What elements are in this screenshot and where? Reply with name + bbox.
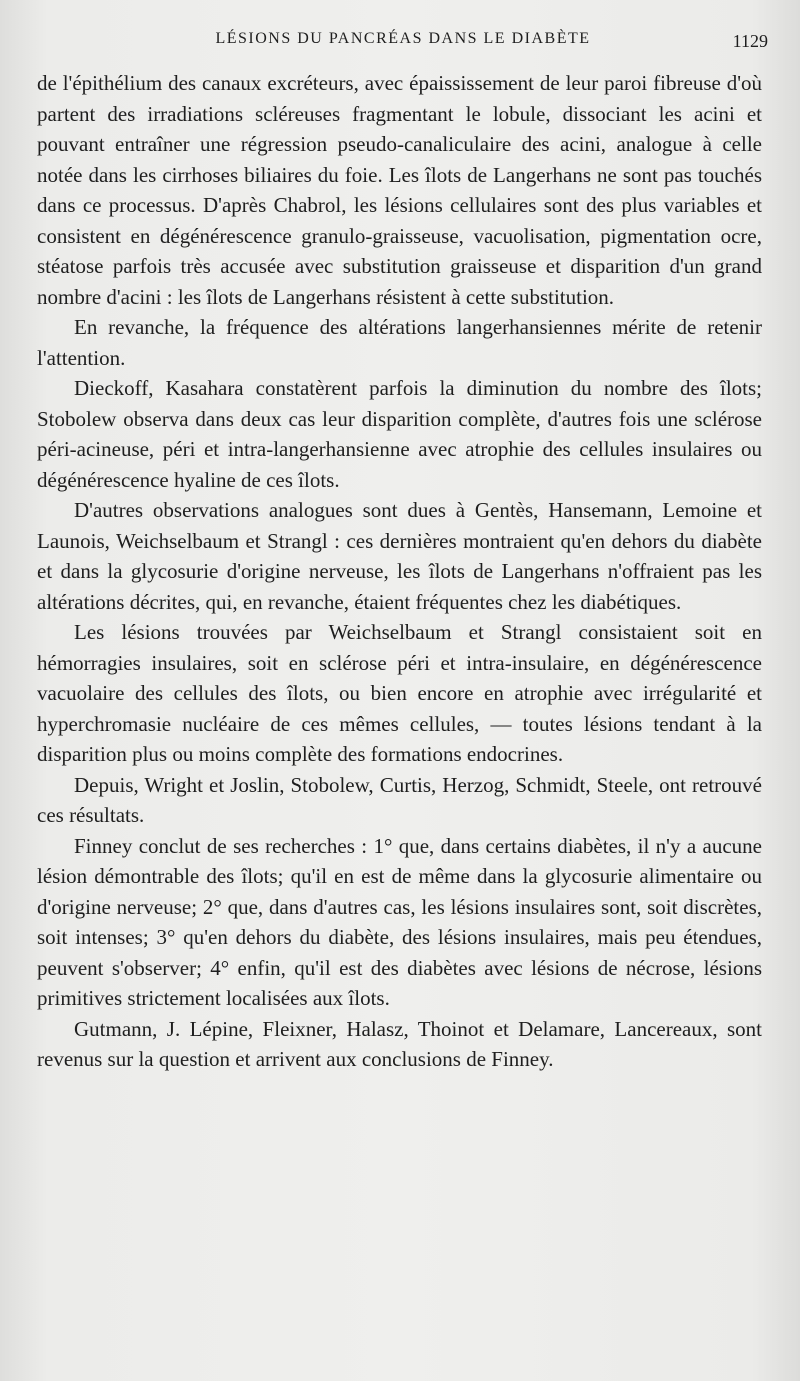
paragraph: Gutmann, J. Lépine, Fleixner, Halasz, Thoinot et Delamare, Lancereaux, sont revenus sur la question et arrivent aux conclusions de Finney.: [37, 1016, 762, 1071]
paragraph: Les lésions trouvées par Weichselbaum et Strangl consistaient soit en hémorragies insulaires, soit en sclérose péri et intra-insulaire, en dégénérescence vacuolaire des cellules des îlots, ou bien encore en atrophie avec irrégularité et hyperchromasie nucléaire de ces mêmes cellules, — toutes lésions tendant à la disparition plus ou moins complète des formations endocrines.: [37, 620, 762, 766]
running-head: [36, 30, 770, 60]
running-title: LÉSIONS DU PANCRÉAS DANS LE DIABÈTE: [215, 30, 591, 47]
paragraph: Finney conclut de ses recherches : 1° que, dans certains diabètes, il n'y a aucune lésion démontrable des îlots; qu'il en est de même dans la glycosurie alimentaire ou d'origine nerveuse; 2° que, dans d'autres cas, les lésions insulaires sont, soit discrètes, soit intenses; 3° qu'en dehors du diabète, des lésions insulaires, mais peu étendues, peuvent s'observer; 4° enfin, qu'il est des diabètes avec lésions de nécrose, lésions primitives strictement localisées aux îlots.: [37, 833, 762, 1010]
paragraph: D'autres observations analogues sont dues à Gentès, Hansemann, Lemoine et Launois, Weichselbaum et Strangl : ces dernières montraient qu'en dehors du diabète et dans la glycosurie d'origine nerveuse, les îlots de Langerhans n'offraient pas les altérations décrites, qui, en revanche, étaient fréquentes chez les diabétiques.: [37, 498, 762, 614]
paragraph-continued: de l'épithélium des canaux excréteurs, avec épaississement de leur paroi fibreuse d'où partent des irradiations scléreuses fragmentant le lobule, dissociant les acini et pouvant entraîner une régression pseudo-canaliculaire des acini, analogue à celle notée dans les cirrhoses biliaires du foie. Les îlots de Langerhans ne sont pas touchés dans ce processus. D'après Chabrol, les lésions cellulaires sont des plus variables et consistent en dégénérescence granulo-graisseuse, vacuolisation, pigmentation ocre, stéatose parfois très accusée avec substitution graisseuse et disparition d'un grand nombre d'acini : les îlots de Langerhans résistent à cette substitution.: [37, 71, 762, 309]
page-number: 1129: [732, 31, 768, 51]
body-text: [37, 68, 762, 1075]
paragraph: En revanche, la fréquence des altérations langerhansiennes mérite de retenir l'attention.: [37, 315, 762, 370]
paragraph: Dieckoff, Kasahara constatèrent parfois la diminution du nombre des îlots; Stobolew observa dans deux cas leur disparition complète, d'autres fois une sclérose péri-acineuse, péri et intra-langerhansienne avec atrophie des cellules insulaires ou dégénérescence hyaline de ces îlots.: [37, 376, 762, 492]
paragraph: Depuis, Wright et Joslin, Stobolew, Curtis, Herzog, Schmidt, Steele, ont retrouvé ces résultats.: [37, 772, 762, 827]
